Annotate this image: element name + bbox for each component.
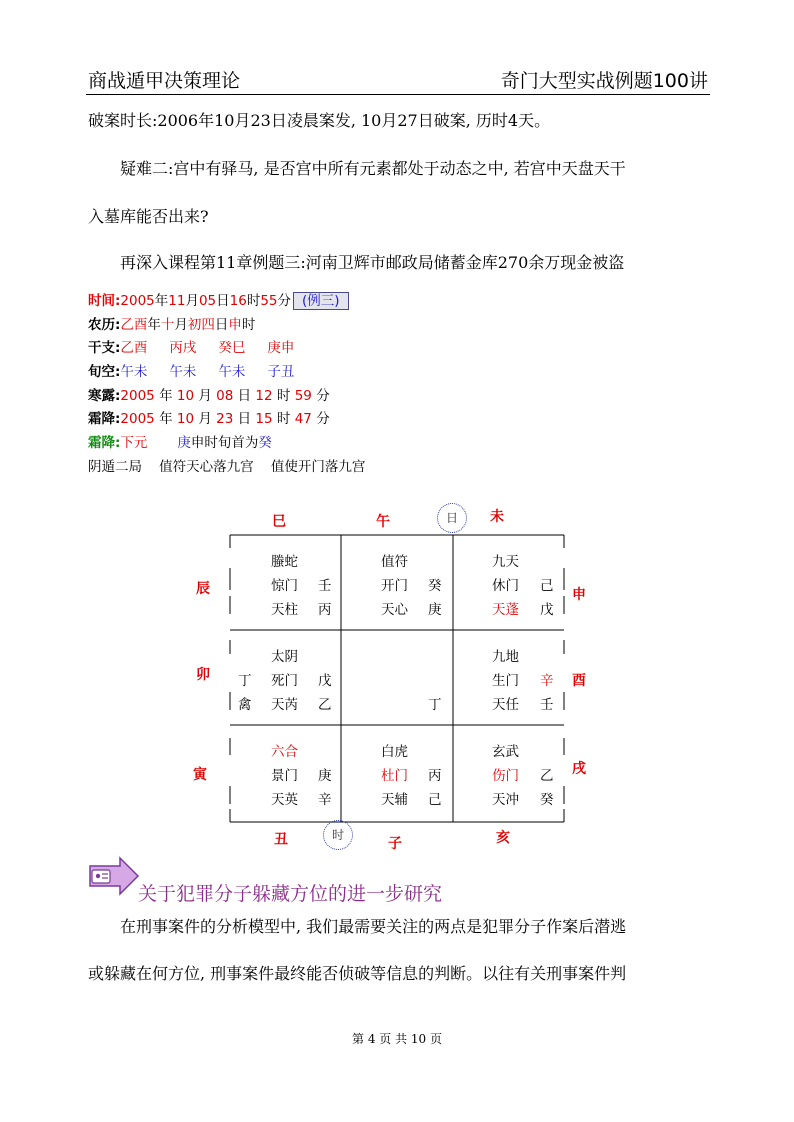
c1-door-gan: 壬 xyxy=(318,578,332,594)
c1-god: 螣蛇 xyxy=(271,554,298,570)
unit: 月 xyxy=(174,317,188,333)
c1-star-gan: 丙 xyxy=(318,602,332,618)
hanlu-year: 2005 xyxy=(120,388,155,404)
c4-door-gan: 戊 xyxy=(318,673,332,689)
hanlu-month: 10 xyxy=(176,388,195,404)
time-minute: 55 xyxy=(260,293,278,309)
ju-line: 阴遁二局 值符天心落九宫 值使开门落九宫 xyxy=(88,459,366,475)
hour-marker-circle: 时 xyxy=(323,820,353,850)
question2-line2: 入墓库能否出来? xyxy=(88,207,209,226)
c6-door-gan: 辛 xyxy=(540,673,554,689)
xunshou-gan: 庚 xyxy=(177,435,191,451)
section-para-line2: 或躲藏在何方位, 刑事案件最终能否侦破等信息的判断。以往有关刑事案件判 xyxy=(88,964,627,983)
xunkong-year: 午未 xyxy=(120,364,148,380)
c7-god: 六合 xyxy=(271,744,298,760)
unit: 时 xyxy=(241,317,256,333)
c8-door-gan: 丙 xyxy=(428,768,442,784)
c6-star: 天任 xyxy=(492,697,519,713)
arrow-note-icon xyxy=(86,856,140,900)
header-left-title: 商战遁甲决策理论 xyxy=(88,70,241,92)
hanlu-hour: 12 xyxy=(255,388,273,404)
c3-star-gan: 戊 xyxy=(540,602,554,618)
unit: 日 xyxy=(216,293,230,309)
lunar-month: 十 xyxy=(160,317,175,333)
branch-shen: 申 xyxy=(572,587,586,603)
branch-chen: 辰 xyxy=(196,581,210,597)
section-para-line1: 在刑事案件的分析模型中, 我们最需要关注的两点是犯罪分子作案后潜逃 xyxy=(120,917,627,936)
c5-star-gan: 丁 xyxy=(428,697,442,713)
lunar-label: 农历: xyxy=(88,317,121,333)
sj-month: 10 xyxy=(176,411,195,427)
c8-god: 白虎 xyxy=(381,744,408,760)
c7-star-gan: 辛 xyxy=(318,792,332,808)
shuangjiang-label: 霜降: xyxy=(88,411,121,427)
hanlu-minute: 59 xyxy=(294,388,312,404)
c2-god: 值符 xyxy=(381,554,408,570)
branch-yin: 寅 xyxy=(193,767,207,783)
unit: 时 xyxy=(276,411,291,427)
time-label: 时间: xyxy=(88,293,121,309)
time-month: 11 xyxy=(168,293,186,309)
xunkong-hour: 子丑 xyxy=(267,364,295,380)
branch-hai: 亥 xyxy=(496,830,510,846)
c2-star-gan: 庚 xyxy=(428,602,442,618)
day-marker-circle: 日 xyxy=(437,503,467,533)
c3-door-gan: 己 xyxy=(540,578,554,594)
xunshou-value: 癸 xyxy=(258,435,272,451)
unit: 分 xyxy=(316,388,330,404)
branch-mao: 卯 xyxy=(196,667,210,683)
c1-door: 惊门 xyxy=(271,578,298,594)
c6-door: 生门 xyxy=(492,673,519,689)
time-day: 05 xyxy=(198,293,217,309)
sj-day: 23 xyxy=(216,411,234,427)
c2-star: 天心 xyxy=(381,602,408,618)
c7-star: 天英 xyxy=(271,792,298,808)
c4-pre2: 禽 xyxy=(238,697,252,713)
time-hour: 16 xyxy=(229,293,247,309)
c2-door: 开门 xyxy=(381,578,408,594)
c9-door-gan: 乙 xyxy=(540,768,554,784)
unit: 月 xyxy=(198,388,212,404)
ganzhi-year: 乙酉 xyxy=(120,340,148,356)
unit: 月 xyxy=(198,411,212,427)
c8-door: 杜门 xyxy=(381,768,408,784)
unit: 日 xyxy=(214,317,229,333)
lesson-line: 再深入课程第11章例题三:河南卫辉市邮政局储蓄金库270余万现金被盗 xyxy=(120,253,625,272)
xunshou-text: 申时旬首为 xyxy=(190,435,259,451)
c2-door-gan: 癸 xyxy=(428,578,442,594)
xunkong-day: 午未 xyxy=(218,364,246,380)
question2-line1: 疑难二:宫中有驿马, 是否宫中所有元素都处于动态之中, 若宫中天盘天干 xyxy=(120,159,626,178)
lunar-hour: 申 xyxy=(228,317,242,333)
c9-star-gan: 癸 xyxy=(540,792,554,808)
c6-star-gan: 壬 xyxy=(540,697,554,713)
sj-year: 2005 xyxy=(120,411,155,427)
sj-minute: 47 xyxy=(294,411,312,427)
unit: 年 xyxy=(159,411,173,427)
unit: 时 xyxy=(246,293,261,309)
c3-door: 休门 xyxy=(492,578,519,594)
unit: 分 xyxy=(316,411,330,427)
branch-you: 酉 xyxy=(572,673,586,689)
unit: 年 xyxy=(154,293,169,309)
c4-pre1: 丁 xyxy=(238,673,252,689)
c6-god: 九地 xyxy=(492,649,519,665)
unit: 日 xyxy=(237,388,252,404)
c9-god: 玄武 xyxy=(492,744,519,760)
unit: 时 xyxy=(276,388,291,404)
c8-star: 天辅 xyxy=(381,792,408,808)
unit: 年 xyxy=(147,317,161,333)
branch-si: 巳 xyxy=(272,514,286,530)
branch-wu: 午 xyxy=(376,514,390,530)
c7-door-gan: 庚 xyxy=(318,768,332,784)
time-year: 2005 xyxy=(120,293,155,309)
ganzhi-day: 癸巳 xyxy=(218,340,246,356)
c9-star: 天冲 xyxy=(492,792,519,808)
c4-god: 太阴 xyxy=(271,649,298,665)
branch-chou: 丑 xyxy=(274,832,288,848)
lunar-ganzhi: 乙酉 xyxy=(120,317,148,333)
c3-god: 九天 xyxy=(492,554,519,570)
yuan-value: 下元 xyxy=(120,435,148,451)
branch-zi: 子 xyxy=(388,836,402,852)
unit: 日 xyxy=(237,411,252,427)
unit: 月 xyxy=(185,293,199,309)
xunkong-month: 午未 xyxy=(169,364,197,380)
unit: 年 xyxy=(159,388,173,404)
xunkong-label: 旬空: xyxy=(88,364,121,380)
branch-wei: 未 xyxy=(490,509,504,525)
c9-door: 伤门 xyxy=(492,768,519,784)
c1-star: 天柱 xyxy=(271,602,298,618)
header-right-title: 奇门大型实战例题100讲 xyxy=(500,70,708,92)
hanlu-label: 寒露: xyxy=(88,388,121,404)
ganzhi-label: 干支: xyxy=(88,340,121,356)
sj2-label: 霜降: xyxy=(88,435,121,451)
section-title: 关于犯罪分子躲藏方位的进一步研究 xyxy=(138,883,443,905)
c4-door: 死门 xyxy=(271,673,298,689)
c3-star: 天蓬 xyxy=(492,602,519,618)
unit: 分 xyxy=(277,293,292,309)
example-three-button[interactable]: (例三) xyxy=(293,292,349,310)
ganzhi-month: 丙戌 xyxy=(169,340,197,356)
c8-star-gan: 己 xyxy=(428,792,442,808)
branch-xu: 戌 xyxy=(572,761,586,777)
c4-star-gan: 乙 xyxy=(318,697,332,713)
c4-star: 天芮 xyxy=(271,697,298,713)
ganzhi-hour: 庚申 xyxy=(267,340,295,356)
lunar-day: 初四 xyxy=(187,317,215,333)
hanlu-day: 08 xyxy=(216,388,234,404)
page-footer: 第 4 页 共 10 页 xyxy=(352,1032,442,1046)
case-duration-line: 破案时长:2006年10月23日凌晨案发, 10月27日破案, 历时4天。 xyxy=(88,111,551,130)
sj-hour: 15 xyxy=(255,411,273,427)
c7-door: 景门 xyxy=(271,768,298,784)
